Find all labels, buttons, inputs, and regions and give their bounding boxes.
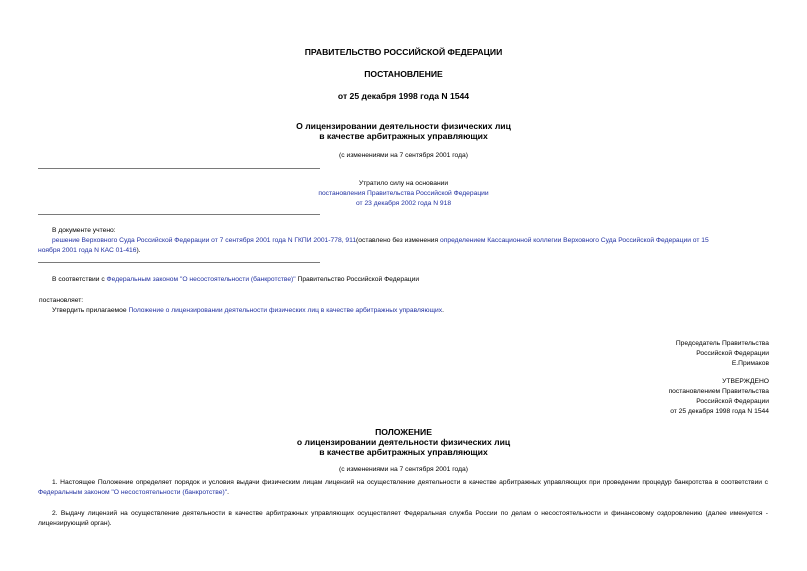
regulation-amendment-note: (с изменениями на 7 сентября 2001 года) <box>339 466 468 473</box>
amendment-note: (с изменениями на 7 сентября 2001 года) <box>339 152 468 159</box>
document-title-line-2: в качестве арбитражных управляющих <box>319 131 488 141</box>
approved-country: Российской Федерации <box>696 398 769 405</box>
government-heading: ПРАВИТЕЛЬСТВО РОССИЙСКОЙ ФЕДЕРАЦИИ <box>304 47 503 57</box>
divider <box>38 262 320 263</box>
expired-basis-link[interactable]: постановления Правительства Российской Федерации <box>318 190 489 197</box>
document-date-number: от 25 декабря 1998 года N 1544 <box>337 91 470 101</box>
approved-stamp: УТВЕРЖДЕНО <box>722 378 769 385</box>
bankruptcy-law-link-2[interactable]: Федеральным законом "О несостоятельности (банкротстве)" <box>38 489 228 496</box>
considered-paragraph: решение Верховного Суда Российской Федерации от 7 сентября 2001 года N ГКПИ 2001-778, 911(оставлено без изменения определением Кассационной коллегии Верховного Суда Российской Федерации от 15 ноября 2001 года N КАС 01-416). <box>38 237 709 254</box>
preamble: В соответствии с Федеральным законом "О несостоятельности (банкротстве)" Правительство Российской Федерации <box>52 276 420 283</box>
approved-by: постановлением Правительства <box>668 388 769 395</box>
document-title-line-1: О лицензировании деятельности физических лиц <box>296 121 511 131</box>
regulation-paragraph-1: 1. Настоящее Положение определяет порядок и условия выдачи физическим лицам лицензий на осуществление деятельности в качестве арбитражных управляющих при проведении процедур банкротства в соответствии с Федеральным законом "О несостоятельности (банкротстве)". <box>38 479 768 496</box>
resolves-word: постановляет: <box>39 297 84 304</box>
regulation-paragraph-2: 2. Выдачу лицензий на осуществление деятельности в качестве арбитражных управляющих осуществляет Федеральная служба России по делам о несостоятельности и финансовому оздоровлению (далее именуется - лицензирующий орган). <box>38 510 768 527</box>
signature-position: Председатель Правительства <box>675 340 769 347</box>
signature-name: Е.Примаков <box>731 360 769 367</box>
divider <box>38 214 320 215</box>
considered-label: В документе учтено: <box>52 227 116 234</box>
regulation-link[interactable]: Положение о лицензировании деятельности физических лиц в качестве арбитражных управляющих <box>128 307 443 314</box>
expired-basis-date-link[interactable]: от 23 декабря 2002 года N 918 <box>355 200 452 207</box>
approved-date: от 25 декабря 1998 года N 1544 <box>670 408 769 415</box>
cassation-ruling-number-link[interactable]: ноября 2001 года N КАС 01-416 <box>38 247 137 254</box>
document-type: ПОСТАНОВЛЕНИЕ <box>364 69 443 79</box>
divider <box>38 168 320 169</box>
regulation-subtitle-1: о лицензировании деятельности физических лиц <box>296 437 511 447</box>
approve-paragraph: Утвердить прилагаемое Положение о лицензировании деятельности физических лиц в качестве арбитражных управляющих. <box>52 307 444 314</box>
supreme-court-decision-link[interactable]: решение Верховного Суда Российской Федерации от 7 сентября 2001 года N ГКПИ 2001-778, 911 <box>52 237 357 244</box>
bankruptcy-law-link[interactable]: Федеральным законом "О несостоятельности (банкротстве)" <box>106 276 296 283</box>
signature-country: Российской Федерации <box>696 350 769 357</box>
cassation-ruling-link[interactable]: определением Кассационной коллегии Верховного Суда Российской Федерации от 15 <box>440 237 709 244</box>
regulation-subtitle-2: в качестве арбитражных управляющих <box>319 447 488 457</box>
regulation-title: ПОЛОЖЕНИЕ <box>375 427 432 437</box>
expired-note: Утратило силу на основании <box>358 180 449 187</box>
